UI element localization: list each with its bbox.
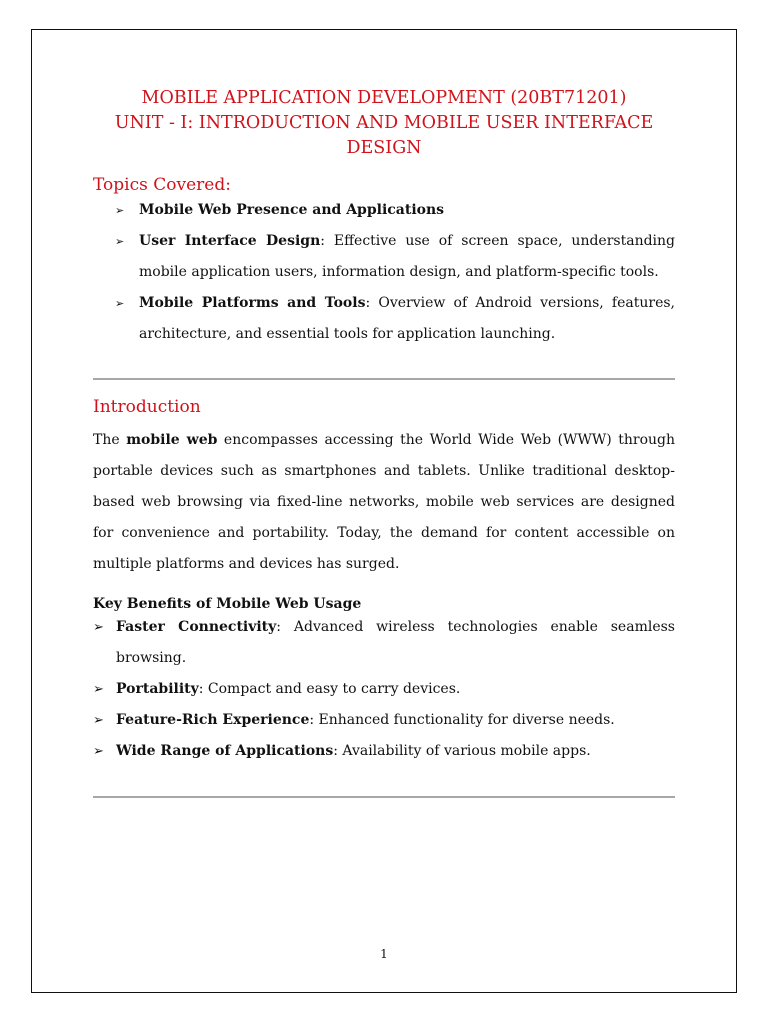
benefit-item bbox=[93, 674, 675, 705]
intro-keyword: mobile web bbox=[126, 432, 218, 448]
arrowhead-bullet-icon: ➢ bbox=[115, 235, 125, 248]
topic-item bbox=[93, 195, 675, 226]
topic-title: User Interface Design bbox=[139, 233, 321, 249]
topic-item bbox=[93, 226, 675, 288]
arrowhead-bullet-icon: ➢ bbox=[93, 744, 104, 759]
introduction-heading: Introduction bbox=[93, 397, 201, 417]
arrowhead-bullet-icon: ➢ bbox=[93, 682, 104, 697]
benefits-heading: Key Benefits of Mobile Web Usage bbox=[93, 596, 362, 612]
topics-heading: Topics Covered: bbox=[93, 175, 231, 195]
arrowhead-bullet-icon: ➢ bbox=[115, 297, 125, 310]
benefit-description: : Advanced wireless technologies enable seamless browsing. bbox=[116, 619, 675, 666]
benefit-description: : Enhanced functionality for diverse needs. bbox=[309, 712, 615, 728]
document-title bbox=[93, 86, 675, 161]
benefit-description: : Compact and easy to carry devices. bbox=[198, 681, 461, 697]
topic-title: Mobile Platforms and Tools bbox=[139, 295, 366, 311]
arrowhead-bullet-icon: ➢ bbox=[115, 204, 125, 217]
title-line-3: DESIGN bbox=[346, 138, 422, 158]
document-content bbox=[93, 86, 675, 798]
intro-prefix: The bbox=[93, 432, 127, 448]
topic-title: Mobile Web Presence and Applications bbox=[139, 202, 445, 218]
benefit-item bbox=[93, 705, 675, 736]
title-line-2: UNIT - I: INTRODUCTION AND MOBILE USER INTERFACE bbox=[114, 113, 654, 133]
page-number: 1 bbox=[380, 947, 388, 961]
benefits-list bbox=[93, 612, 675, 767]
section-divider bbox=[93, 378, 675, 380]
benefit-item bbox=[93, 612, 675, 674]
benefit-item bbox=[93, 736, 675, 767]
topic-description: : Overview of Android versions, features, architecture, and essential tools for application launching. bbox=[139, 295, 675, 342]
benefit-title: Faster Connectivity bbox=[116, 619, 277, 635]
benefit-title: Portability bbox=[116, 681, 199, 697]
section-divider bbox=[93, 796, 675, 798]
topics-list bbox=[93, 195, 675, 350]
title-line-1: MOBILE APPLICATION DEVELOPMENT (20BT71201) bbox=[141, 88, 627, 108]
intro-text: encompasses accessing the World Wide Web (WWW) through portable devices such as smartphones and tablets. Unlike traditional desktop-based web browsing via fixed-line networks, mobile web services are designed for convenience and portability. Today, the demand for content accessible on multiple platforms and devices has surged. bbox=[93, 432, 675, 572]
benefit-title: Feature-Rich Experience bbox=[116, 712, 310, 728]
topic-description: : Effective use of screen space, understanding mobile application users, information design, and platform-specific tools. bbox=[139, 233, 675, 280]
arrowhead-bullet-icon: ➢ bbox=[93, 620, 104, 635]
topic-item bbox=[93, 288, 675, 350]
arrowhead-bullet-icon: ➢ bbox=[93, 713, 104, 728]
introduction-paragraph bbox=[93, 425, 675, 580]
benefit-title: Wide Range of Applications bbox=[116, 743, 334, 759]
benefit-description: : Availability of various mobile apps. bbox=[333, 743, 591, 759]
